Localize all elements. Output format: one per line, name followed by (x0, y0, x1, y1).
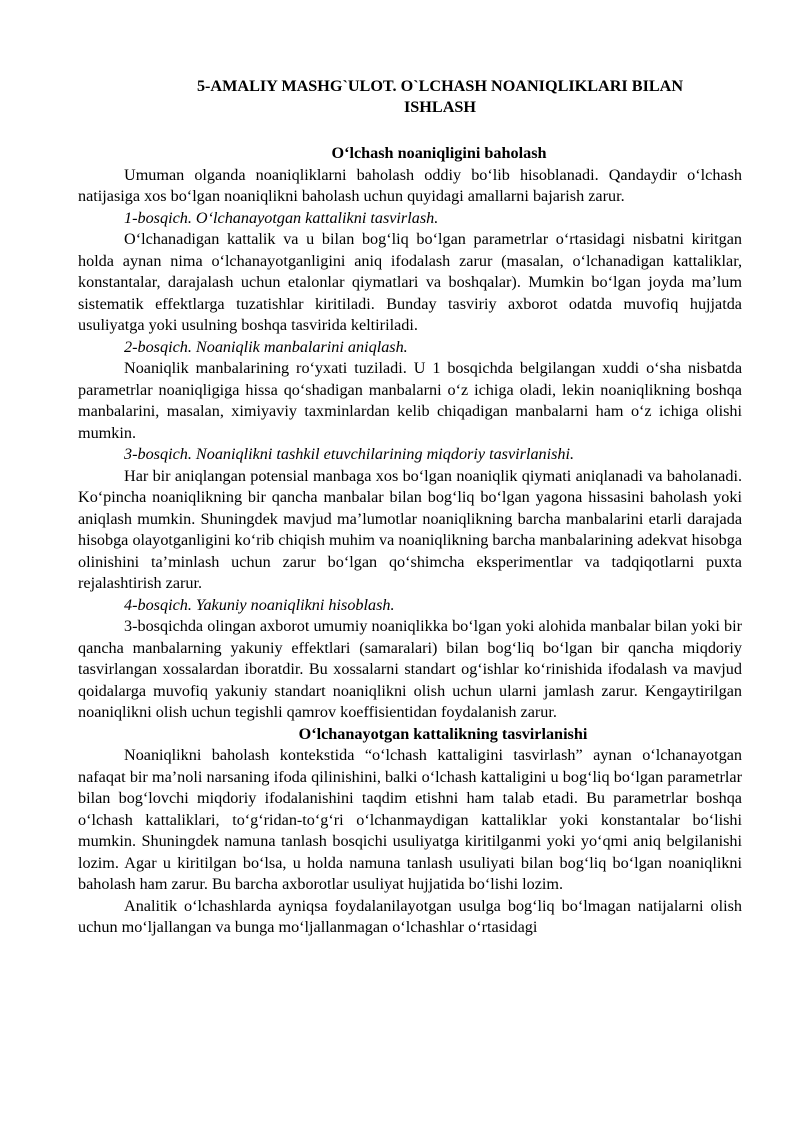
step-4-paragraph: 3-bosqichda olingan axborot umumiy noaniqlikka bo‘lgan yoki alohida manbalar bilan yoki bir qancha manbalarning yakuniy effektlari (samaralari) bilan bog‘liq bo‘lgan bir qancha miqdoriy tasvirlangan xossalardan iboratdir. Bu xossalarni standart og‘ishlar ko‘rinishida ifodalash va mavjud qoidalarga muvofiq yakuniy standart noaniqlikni olish uchun ularni jamlash zarur. Kengaytirilgan noaniqlikni olish uchun tegishli qamrov koeffisientidan foydalanish zarur. (78, 617, 742, 721)
section-heading-measurand-specification: O‘lchanayotgan kattalikning tasvirlanishi (298, 724, 588, 743)
section-2-paragraph-2: Analitik o‘lchashlarda ayniqsa foydalanilayotgan usulga bog‘liq bo‘lmagan natijalarni olish uchun mo‘ljallangan va bunga mo‘ljallanmagan o‘lchashlar o‘rtasidagi (78, 896, 742, 936)
step-2-paragraph: Noaniqlik manbalarining ro‘yxati tuziladi. U 1 bosqichda belgilangan xuddi o‘sha nisbatda parametrlar noaniqligiga hissa qo‘shadigan manbalarni o‘z ichiga oladi, lekin noaniqlikning boshqa manbalarini, masalan, ximiyaviy taxminlardan kelib chiqadigan manbalarni ham o‘z ichiga olishi mumkin. (78, 359, 742, 442)
step-3-paragraph: Har bir aniqlangan potensial manbaga xos bo‘lgan noaniqlik qiymati aniqlanadi va baholanadi. Ko‘pincha noaniqlikning bir qancha manbalar bilan bog‘liq bo‘lgan yagona hissasini baholash yoki aniqlash mumkin. Shuningdek mavjud ma’lumotlar noaniqlikning barcha manbalarini etarli darajada hisobga olayotganligini ko‘rib chiqish muhim va noaniqlikning barcha manbalarining adekvat hisobga olinishini ta’minlash uchun zarur bo‘lgan qo‘shimcha eksperimentlar va tadqiqotlarni puxta rejalashtirish zarur. (78, 466, 742, 592)
intro-paragraph: Umuman olganda noaniqliklarni baholash oddiy bo‘lib hisoblanadi. Qandaydir o‘lchash natijasiga xos bo‘lgan noaniqlikni baholash uchun quyidagi amallarni bajarish zarur. (78, 165, 742, 205)
section-heading-uncertainty-evaluation: O‘lchash noaniqligini baholash (331, 144, 547, 162)
step-1-paragraph: O‘lchanadigan kattalik va u bilan bog‘liq bo‘lgan parametrlar o‘rtasidagi nisbatni kiritgan holda aynan nima o‘lchanayotganligini aniq ifodalash zarur (masalan, o‘lchanadigan kattaliklar, konstantalar, darajalash uchun etalonlar qiymatlari va boshqalar). Mumkin bo‘lgan joyda ma’lum sistematik effektlarga tuzatishlar kiritiladi. Bunday tasviriy axborot odatda muvofiq hujjatda usuliyatga yoki usulning boshqa tasvirida keltiriladi. (78, 230, 742, 334)
step-3-title: 3-bosqich. Noaniqlikni tashkil etuvchilarining miqdoriy tasvirlanishi. (124, 445, 575, 463)
document-title (78, 76, 742, 118)
step-1-title: 1-bosqich. O‘lchanayotgan kattalikni tasvirlash. (124, 208, 439, 227)
section-2-paragraph-1: Noaniqlikni baholash kontekstida “o‘lchash kattaligini tasvirlash” aynan o‘lchanayotgan nafaqat bir ma’noli narsaning ifoda qilinishini, balki o‘lchash kattaligini u bog‘liq bo‘lgan parametrlar bilan bog‘lovchi miqdoriy ifodalanishini taqdim etishni ham talab etadi. Bu parametrlar boshqa o‘lchash kattaliklari, to‘g‘ridan-to‘g‘ri o‘lchanmaydigan kattaliklar yoki konstantalar bo‘lishi mumkin. Shuningdek namuna tanlash bosqichi usuliyatga kiritilganmi yoki yo‘qmi aniq belgilanishi lozim. Agar u kiritilgan bo‘lsa, u holda namuna tanlash usuliyati bilan bog‘liq bo‘lgan noaniqlikni baholash ham zarur. Bu barcha axborotlar usuliyat hujjatida bo‘lishi lozim. (78, 746, 742, 893)
title-line-2: ISHLASH (404, 98, 476, 116)
document-page (78, 76, 742, 939)
title-line-1: 5-AMALIY MASHG`ULOT. O`LCHASH NOANIQLIKLARI BILAN (196, 77, 684, 95)
step-4-title: 4-bosqich. Yakuniy noaniqlikni hisoblash. (124, 595, 395, 614)
step-2-title: 2-bosqich. Noaniqlik manbalarini aniqlash. (124, 337, 408, 356)
